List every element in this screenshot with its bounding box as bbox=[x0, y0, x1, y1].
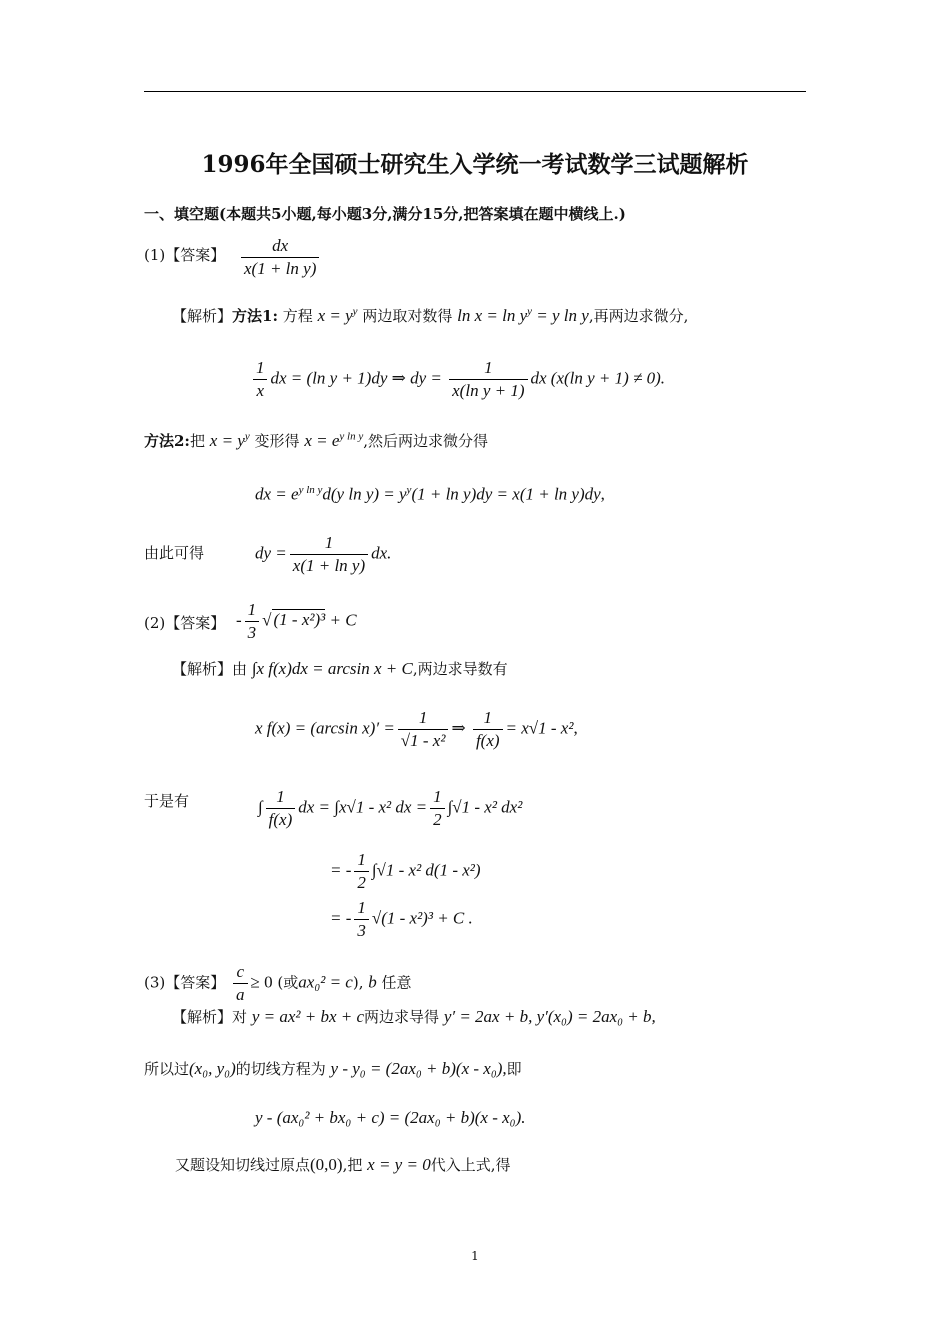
q3-text-7: ,把 bbox=[342, 1156, 363, 1174]
q1-text-3: ,再两边求微分, bbox=[588, 307, 689, 325]
q1-eq3-num: 1 bbox=[324, 533, 334, 552]
q3-text-6: 又题设知切线过原点 bbox=[175, 1156, 311, 1174]
q1-text-7: 由此可得 bbox=[144, 544, 205, 562]
q2-equation-1 bbox=[255, 708, 578, 751]
q2-eq3-num: 1 bbox=[357, 850, 366, 869]
q2-math-1: ∫x f(x)dx = arcsin x + C bbox=[251, 659, 413, 678]
q2-eq2-num2: 1 bbox=[433, 787, 442, 806]
q3-text-5: 即 bbox=[506, 1060, 522, 1078]
q1-math-2-tail: = y ln y bbox=[532, 306, 589, 325]
q3-math-2: y′ = 2ax + b, y′(x₀) = 2ax₀ + b, bbox=[443, 1007, 656, 1026]
q1-eq2-a: dx = e bbox=[255, 484, 299, 504]
q1-eq1-tail: dx (x(ln y + 1) ≠ 0). bbox=[530, 368, 666, 388]
q2-eq2-tail: ∫√1 - x² dx² bbox=[447, 797, 523, 817]
q3-answer-tag: 【答案】 bbox=[165, 973, 226, 992]
q1-math-2-sup: y bbox=[527, 305, 533, 318]
q2-analysis-tag: 【解析】 bbox=[172, 660, 233, 678]
q2-ans-radicand: (1 - x²)³ bbox=[273, 610, 326, 630]
q1-math-4-sup: y ln y bbox=[339, 430, 364, 443]
q3-math-1: y = ax² + bx + c bbox=[251, 1007, 365, 1026]
section-heading: 一、填空题(本题共5小题,每小题3分,满分15分,把答案填在题中横线上.) bbox=[144, 205, 626, 223]
document-title: 1996年全国硕士研究生入学统一考试数学三试题解析 bbox=[201, 151, 749, 178]
page-number: 1 bbox=[471, 1249, 479, 1263]
q2-ans-tail: + C bbox=[329, 610, 357, 630]
q3-ans-f: 任意 bbox=[381, 973, 412, 992]
q1-eq1-mid: dx = (ln y + 1)dy ⇒ dy = bbox=[270, 368, 442, 388]
q1-text-6: ,然后两边求微分得 bbox=[363, 432, 488, 450]
q1-method1-label: 方法1: bbox=[232, 307, 278, 325]
q2-equation-4 bbox=[330, 898, 473, 941]
q2-eq1-comma: , bbox=[573, 718, 578, 738]
q1-eq1-left-num: 1 bbox=[256, 358, 265, 377]
q3-math-3: (x₀, y₀) bbox=[189, 1059, 236, 1078]
q1-answer-formula bbox=[238, 236, 322, 279]
q1-answer-tag: 【答案】 bbox=[165, 246, 226, 264]
q2-eq1-arrow: ⇒ bbox=[451, 718, 466, 738]
q1-math-3 bbox=[210, 431, 250, 450]
q1-answer-denominator: x(1 + ln y) bbox=[241, 257, 319, 279]
q1-text-2: 两边取对数得 bbox=[362, 307, 453, 325]
q2-number: (2) bbox=[144, 614, 166, 632]
q1-eq1-right-num: 1 bbox=[484, 358, 493, 377]
q1-equation-2 bbox=[255, 484, 605, 505]
q2-eq1-num2: 1 bbox=[483, 708, 492, 727]
q1-math-3-sup: y bbox=[244, 430, 250, 443]
q1-math-2 bbox=[457, 306, 589, 325]
q2-eq2-num: 1 bbox=[276, 787, 285, 806]
q1-math-1-base: x = y bbox=[317, 306, 353, 325]
q1-eq2-c: (1 + ln y)dy = x(1 + ln y)dy bbox=[411, 484, 601, 504]
q3-text-2: 两边求导得 bbox=[364, 1008, 440, 1026]
q1-equation-3 bbox=[255, 533, 391, 576]
q2-answer-line bbox=[144, 612, 225, 633]
q2-text-3: 于是有 bbox=[144, 792, 190, 810]
q2-text-2: ,两边求导数有 bbox=[412, 660, 508, 678]
q3-ans-a: ≥ 0 bbox=[250, 972, 273, 992]
q2-eq2-int: ∫ bbox=[258, 797, 263, 817]
q2-eq3-tail: ∫√1 - x² d(1 - x²) bbox=[371, 860, 481, 880]
q2-eq1-num: 1 bbox=[418, 708, 428, 727]
q1-eq2-sup1: y ln y bbox=[298, 484, 323, 496]
q2-eq4-num: 1 bbox=[357, 898, 366, 917]
header-rule bbox=[144, 91, 806, 92]
q1-math-2-base: ln x = ln y bbox=[457, 306, 528, 325]
q3-ans-b: (或 bbox=[277, 973, 299, 992]
q3-math-5: (0,0) bbox=[310, 1155, 343, 1174]
q3-math-6: x = y = 0 bbox=[367, 1155, 431, 1174]
q1-math-1-sup: y bbox=[352, 305, 358, 318]
q2-eq1-a: x f(x) = (arcsin x)′ = bbox=[255, 718, 395, 738]
q3-tangent-line bbox=[144, 1058, 522, 1079]
q3-number: (3) bbox=[144, 973, 166, 992]
q2-ans-num: 1 bbox=[247, 600, 257, 619]
q3-text-3: 所以过 bbox=[144, 1060, 190, 1078]
q1-eq2-sup2: y bbox=[406, 484, 412, 496]
q2-text-1: 由 bbox=[232, 660, 248, 678]
q1-eq2-comma: , bbox=[600, 484, 605, 504]
q3-ans-e: b bbox=[368, 972, 377, 992]
q3-ans-den: a bbox=[233, 983, 248, 1005]
q1-eq3-den: x(1 + ln y) bbox=[290, 554, 368, 576]
q3-ans-num: c bbox=[236, 962, 245, 981]
q3-ans-d: ), bbox=[352, 973, 364, 992]
q2-eq4-tail: √(1 - x²)³ + C . bbox=[371, 908, 473, 928]
q3-text-4: 的切线方程为 bbox=[235, 1060, 326, 1078]
q1-method1-line bbox=[172, 305, 688, 326]
q2-ans-den: 3 bbox=[245, 621, 260, 643]
q2-eq3-a: = - bbox=[330, 860, 352, 880]
q2-eq3-den: 2 bbox=[354, 871, 369, 893]
q1-eq1-left-den: x bbox=[253, 379, 267, 401]
q1-answer-numerator: dx bbox=[272, 236, 289, 255]
q3-text-1: 对 bbox=[232, 1008, 248, 1026]
q3-origin-line bbox=[175, 1154, 510, 1175]
q3-math-4: y - y₀ = (2ax₀ + b)(x - x₀), bbox=[330, 1059, 507, 1078]
q2-eq2-den2: 2 bbox=[430, 808, 445, 830]
q1-eq3-tail: dx. bbox=[371, 543, 392, 563]
q1-analysis-tag: 【解析】 bbox=[172, 307, 233, 325]
q2-eq2-den: f(x) bbox=[266, 808, 296, 830]
q1-method2-line bbox=[144, 430, 488, 451]
q2-equation-3 bbox=[330, 850, 481, 893]
q1-text-1: 方程 bbox=[282, 307, 313, 325]
q1-math-4 bbox=[304, 431, 363, 450]
q1-number: (1) bbox=[144, 246, 166, 264]
q1-math-1 bbox=[318, 306, 358, 325]
q2-eq2-mid: dx = ∫x√1 - x² dx = bbox=[298, 797, 428, 817]
q1-eq3-a: dy = bbox=[255, 543, 287, 563]
q3-ans-c: ax₀² = c bbox=[298, 972, 353, 992]
q2-eq1-den: √1 - x² bbox=[398, 729, 449, 751]
q3-equation-1: y - (ax₀² + bx₀ + c) = (2ax₀ + b)(x - x₀). bbox=[255, 1108, 526, 1127]
q2-eq1-den2: f(x) bbox=[473, 729, 503, 751]
q1-eq2-b: d(y ln y) = y bbox=[322, 484, 407, 504]
q3-analysis-line bbox=[172, 1006, 656, 1027]
q1-equation-1 bbox=[250, 358, 665, 401]
q1-text-5: 变形得 bbox=[254, 432, 300, 450]
q2-equation-2 bbox=[258, 787, 522, 830]
q1-method2-label: 方法2: bbox=[144, 432, 190, 450]
q1-eq1-right-den: x(ln y + 1) bbox=[449, 379, 527, 401]
q2-analysis-line bbox=[172, 658, 508, 679]
q2-eq4-den: 3 bbox=[354, 919, 369, 941]
q3-answer-line bbox=[144, 962, 412, 1005]
q2-eq1-tail: = x√1 - x² bbox=[505, 718, 574, 738]
q3-analysis-tag: 【解析】 bbox=[172, 1008, 233, 1026]
q3-text-8: 代入上式,得 bbox=[430, 1156, 511, 1174]
q2-answer-tag: 【答案】 bbox=[165, 614, 226, 632]
q2-ans-minus: - bbox=[236, 610, 242, 630]
q1-math-3-base: x = y bbox=[209, 431, 245, 450]
q1-text-4: 把 bbox=[189, 432, 205, 450]
q1-answer-line bbox=[144, 244, 225, 265]
q2-eq4-a: = - bbox=[330, 908, 352, 928]
q2-answer-formula: - $\frac{1}{3}$ √ (1 - x²)³ + C bbox=[236, 600, 357, 642]
q1-math-4-base: x = e bbox=[304, 431, 340, 450]
